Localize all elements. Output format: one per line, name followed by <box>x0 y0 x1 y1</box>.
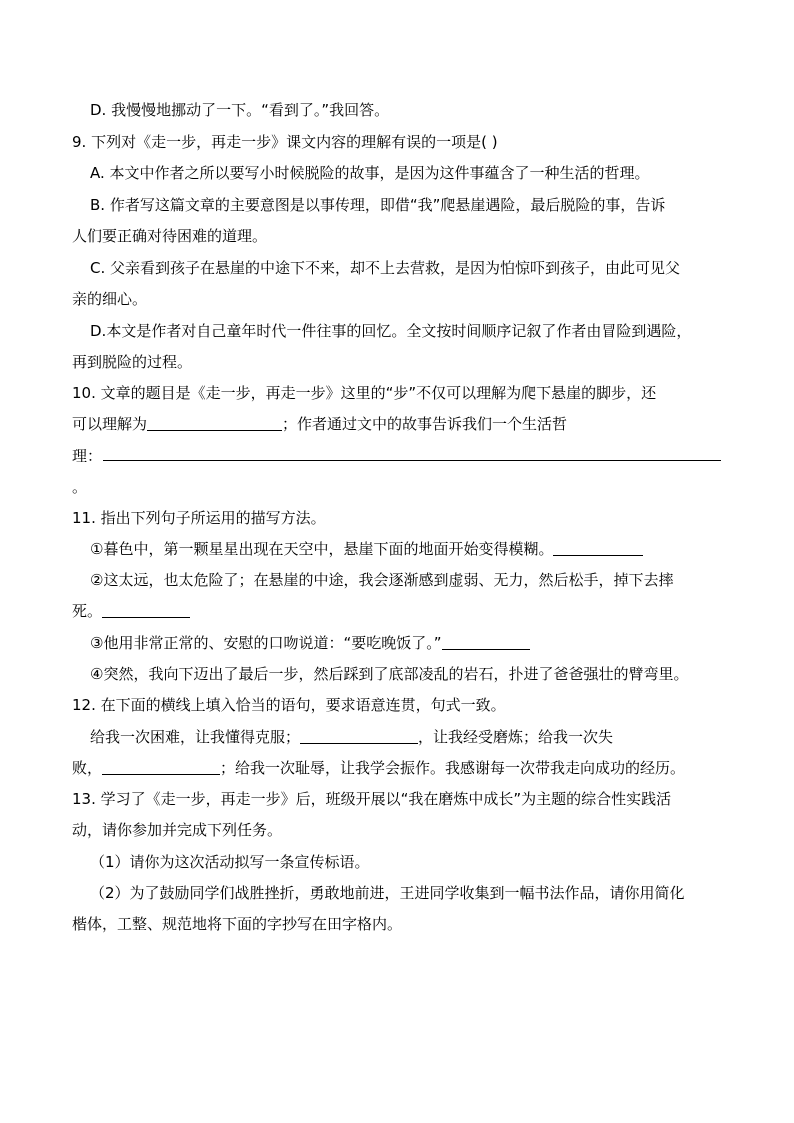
q12-text-b: ，让我经受磨炼；给我一次失 <box>418 728 614 746</box>
q11-item-1 <box>90 539 643 559</box>
q13-task-2-cont: 楷体，工整、规范地将下面的字抄写在田字格内。 <box>72 915 403 933</box>
q12-blank-2[interactable] <box>102 759 220 775</box>
q12-line-1 <box>90 727 613 747</box>
question-13-stem: 13. 学习了《走一步，再走一步》后，班级开展以“我在磨炼中成长”为主题的综合性实践活 <box>72 790 672 808</box>
q10-text-a: 可以理解为 <box>72 415 148 433</box>
q13-task-1: （1）请你为这次活动拟写一条宣传标语。 <box>90 853 370 871</box>
question-11-stem: 11. 指出下列句子所运用的描写方法。 <box>72 509 326 527</box>
question-10-line3: 理： <box>72 447 103 465</box>
question-9-stem: 9. 下列对《走一步，再走一步》课文内容的理解有误的一项是( ) <box>72 133 498 151</box>
q9-option-c-cont: 亲的细心。 <box>72 290 148 308</box>
q11-item-2-end: 死。 <box>72 602 103 620</box>
q12-text-a: 给我一次困难，让我懂得克服； <box>90 728 301 746</box>
q13-task-2: （2）为了鼓励同学们战胜挫折，勇敢地前进，王进同学收集到一幅书法作品，请你用简化 <box>90 884 685 902</box>
question-10-line2 <box>72 414 567 434</box>
q9-option-c: C. 父亲看到孩子在悬崖的中途下不来，却不上去营救，是因为怕惊吓到孩子，由此可见父 <box>90 259 681 277</box>
q11-item-4: ④突然，我向下迈出了最后一步，然后踩到了底部凌乱的岩石，扑进了爸爸强壮的臂弯里。 <box>90 665 689 683</box>
q9-option-a: A. 本文中作者之所以要写小时候脱险的故事，是因为这件事蕴含了一种生活的哲理。 <box>90 164 650 182</box>
q9-option-b-cont: 人们要正确对待困难的道理。 <box>72 227 268 245</box>
q11-item-2: ②这太远，也太危险了；在悬崖的中途，我会逐渐感到虚弱、无力，然后松手，掉下去摔 <box>90 571 674 589</box>
q12-text-c: 败， <box>72 759 103 777</box>
q11-item-1-text: ①暮色中，第一颗星星出现在天空中，悬崖下面的地面开始变得模糊。 <box>90 540 554 558</box>
q11-item-3-text: ③他用非常正常的、安慰的口吻说道：“要吃晚饭了。” <box>90 634 442 652</box>
q12-text-d: ；给我一次耻辱，让我学会振作。我感谢每一次带我走向成功的经历。 <box>220 759 686 777</box>
q12-line-2 <box>72 758 685 778</box>
q11-blank-3[interactable] <box>442 634 530 650</box>
question-13-stem-cont: 动，请你参加并完成下列任务。 <box>72 821 283 839</box>
q11-item-3 <box>90 633 530 653</box>
q11-item-2-cont <box>72 601 190 621</box>
q12-blank-1[interactable] <box>300 728 418 744</box>
question-12-stem: 12. 在下面的横线上填入恰当的语句，要求语意连贯，句式一致。 <box>72 696 506 714</box>
option-9d-prev: D. 我慢慢地挪动了一下。“看到了。”我回答。 <box>90 101 390 119</box>
q10-blank-1[interactable] <box>147 415 282 431</box>
q9-option-b: B. 作者写这篇文章的主要意图是以事传理，即借“我”爬悬崖遇险，最后脱险的事，告诉 <box>90 196 666 214</box>
question-10-stem: 10. 文章的题目是《走一步，再走一步》这里的“步”不仅可以理解为爬下悬崖的脚步，还 <box>72 384 657 402</box>
q9-option-d-cont: 再到脱险的过程。 <box>72 353 193 371</box>
q11-blank-2[interactable] <box>102 602 190 618</box>
q10-blank-2[interactable] <box>103 460 721 461</box>
q11-blank-1[interactable] <box>553 540 643 556</box>
q10-text-b: ；作者通过文中的故事告诉我们一个生活哲 <box>282 415 568 433</box>
q9-option-d: D.本文是作者对自己童年时代一件往事的回忆。全文按时间顺序记叙了作者由冒险到遇险， <box>90 322 692 340</box>
q10-period: 。 <box>72 478 88 496</box>
